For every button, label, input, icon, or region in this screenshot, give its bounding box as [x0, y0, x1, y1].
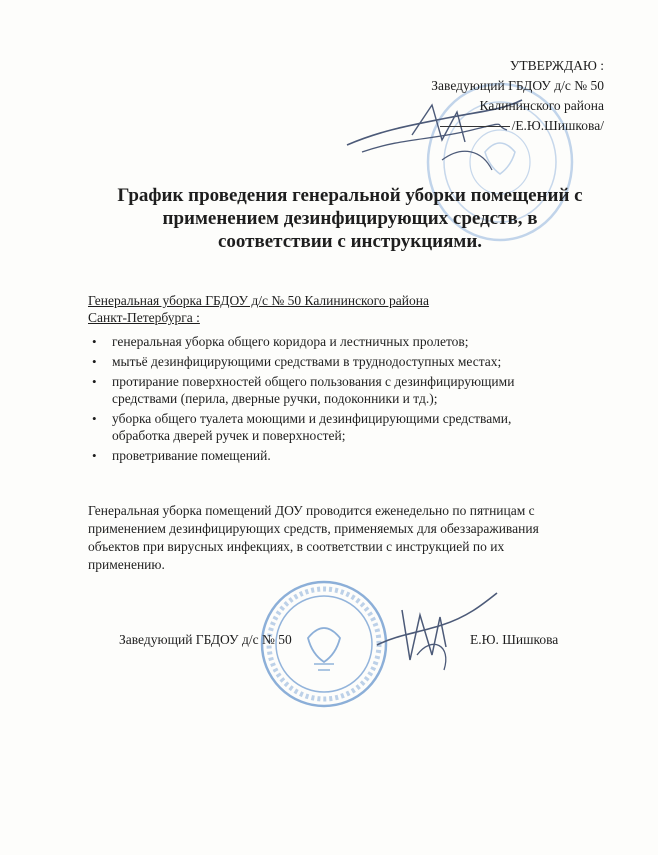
list-item-text-cont: обработка дверей ручек и поверхностей;	[112, 428, 346, 443]
paragraph-line-3: объектов при вирусных инфекциях, в соответствии с инструкцией по их	[88, 539, 505, 554]
intro-heading	[88, 292, 429, 326]
approval-district: Калининского района	[479, 98, 604, 113]
list-item-text: • генеральная уборка общего коридора и лестничных пролетов;	[112, 334, 469, 349]
approval-heading: УТВЕРЖДАЮ :	[509, 58, 604, 73]
intro-line-1: Генеральная уборка ГБДОУ д/с № 50 Калининского района	[88, 293, 429, 308]
title-line-2: применением дезинфицирующих средств, в	[162, 208, 538, 229]
approval-block	[431, 56, 604, 136]
task-list	[90, 333, 610, 467]
list-item-text-cont: средствами (перила, дверные ручки, подоконники и тд.);	[112, 391, 438, 406]
footer-position: Заведующий ГБДОУ д/с № 50	[119, 632, 292, 647]
intro-line-2: Санкт-Петербурга :	[88, 310, 200, 325]
approval-name-text: /Е.Ю.Шишкова/	[511, 118, 604, 133]
list-item-text: • протирание поверхностей общего пользования с дезинфицирующими	[112, 374, 515, 389]
approval-position: Заведующий ГБДОУ д/с № 50	[431, 78, 604, 93]
list-item	[90, 410, 610, 444]
paragraph-line-1: Генеральная уборка помещений ДОУ проводится еженедельно по пятницам с	[88, 503, 535, 518]
list-item	[90, 447, 610, 464]
list-item	[90, 373, 610, 407]
list-item-text: • мытьё дезинфицирующими средствами в труднодоступных местах;	[112, 354, 502, 369]
list-item	[90, 333, 610, 350]
title-line-1: График проведения генеральной уборки помещений с	[117, 185, 583, 206]
list-item-text: • проветривание помещений.	[112, 448, 271, 463]
footer-name: Е.Ю. Шишкова	[470, 632, 559, 647]
title-line-3: соответствии с инструкциями.	[217, 231, 483, 252]
list-item	[90, 353, 610, 370]
approval-name	[431, 116, 604, 136]
document-title	[60, 184, 640, 253]
list-item-text: • уборка общего туалета моющими и дезинфицирующими средствами,	[112, 411, 512, 426]
schedule-paragraph	[88, 502, 648, 574]
paragraph-line-2: применением дезинфицирующих средств, применяемых для обеззараживания	[88, 521, 539, 536]
paragraph-line-4: применению.	[88, 557, 165, 572]
